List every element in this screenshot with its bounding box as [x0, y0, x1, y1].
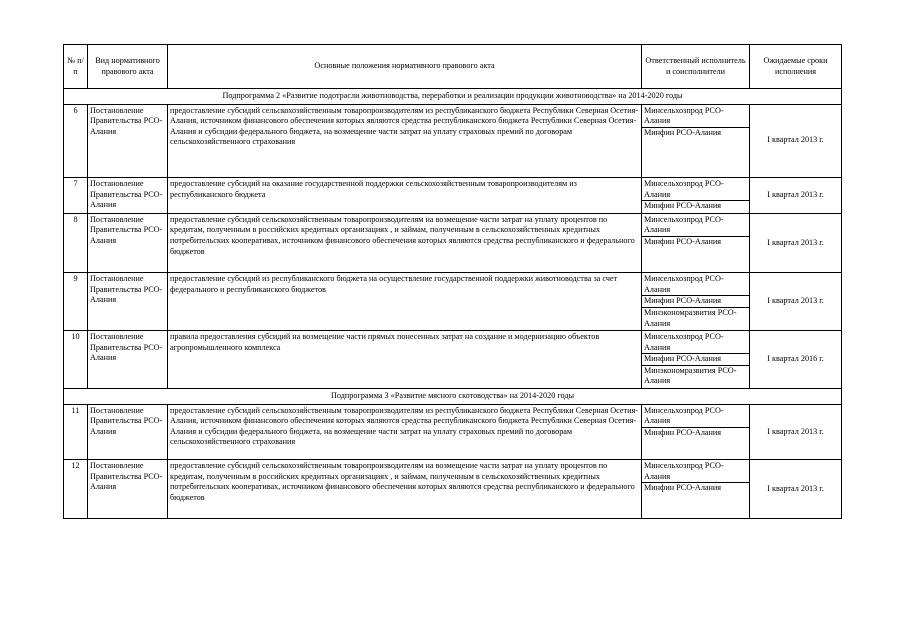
header-deadline: Ожидаемые сроки исполнения [750, 45, 842, 89]
subprogram-2-title: Подпрограмма 2 «Развитие подотрасли животноводства, переработки и реализации продукции животноводства» на 2014-2020 годы [64, 89, 842, 105]
normative-acts-table [63, 44, 842, 519]
row-act-type: Постановление Правительства РСО-Алания [88, 460, 168, 519]
row-act-type: Постановление Правительства РСО-Алания [88, 213, 168, 272]
row-num: 11 [64, 404, 88, 459]
responsible-item: Минфин РСО-Алания [642, 200, 749, 212]
responsible-item: Минсельхозпрод РСО-Алания [644, 332, 724, 352]
header-responsible: Ответственный исполнитель и соисполнители [642, 45, 750, 89]
row-num: 6 [64, 104, 88, 177]
row-act-type: Постановление Правительства РСО-Алания [88, 404, 168, 459]
row-num: 9 [64, 273, 88, 331]
row-act-type: Постановление Правительства РСО-Алания [88, 273, 168, 331]
row-responsible [642, 273, 750, 331]
row-responsible [642, 177, 750, 213]
row-act-content [168, 213, 642, 272]
row-deadline: I квартал 2013 г. [750, 104, 842, 177]
table-header-row [64, 45, 842, 89]
responsible-item: Минфин РСО-Алания [642, 236, 749, 248]
header-num: № п/п [64, 45, 88, 89]
row-deadline: I квартал 2013 г. [750, 273, 842, 331]
row-deadline: I квартал 2013 г. [750, 404, 842, 459]
responsible-item: Минсельхозпрод РСО-Алания [644, 178, 724, 199]
responsible-item: Минфин РСО-Алания [642, 427, 749, 439]
row-num: 8 [64, 213, 88, 272]
row-act-content [168, 404, 642, 459]
table-row [64, 104, 842, 177]
content-text: предоставление субсидий сельскохозяйственным товаропроизводителям из республиканского бюджета Республики Северная Осетия-Алания, источником финансового обеспечения которых являются средства республиканского бюджета Республики Северная Осетия-Алания и субсидии федерального бюджета, на возмещение части затрат на уплату страховых премий по договорам сельскохозяйственного страхования [170, 405, 638, 447]
responsible-item: Минсельхозпрод РСО-Алания [644, 105, 724, 126]
section-row [64, 89, 842, 105]
row-responsible [642, 213, 750, 272]
row-act-type: Постановление Правительства РСО-Алания [88, 104, 168, 177]
row-act-content: предоставление субсидий на оказание государственной поддержки сельскохозяйственным товаропроизводителям из республиканского бюджета [168, 177, 642, 213]
row-act-type: Постановление Правительства РСО-Алания [88, 177, 168, 213]
responsible-item: Минсельхозпрод РСО-Алания [644, 405, 724, 426]
row-responsible [642, 460, 750, 519]
section-row [64, 389, 842, 405]
row-responsible [642, 104, 750, 177]
row-deadline: I квартал 2013 г. [750, 213, 842, 272]
table-row [64, 273, 842, 331]
responsible-item: Минэкономразвития РСО-Алания [642, 365, 749, 387]
row-deadline: I квартал 2016 г. [750, 331, 842, 389]
responsible-item: Минсельхозпрод РСО-Алания [644, 461, 724, 481]
row-responsible [642, 331, 750, 389]
table-row [64, 404, 842, 459]
row-responsible [642, 404, 750, 459]
row-num: 7 [64, 177, 88, 213]
responsible-item: Минфин РСО-Алания [642, 353, 749, 365]
content-text: предоставление субсидий сельскохозяйственным товаропроизводителям из республиканского бюджета Республики Северная Осетия-Алания, источником финансового обеспечения которых являются средства республиканского бюджета Республики Северная Осетия-Алания и субсидии федерального бюджета, на возмещение части затрат на уплату страховых премий по договорам сельскохозяйственного страхования [170, 105, 638, 147]
responsible-item: Минфин РСО-Алания [642, 482, 749, 494]
row-deadline: I квартал 2013 г. [750, 460, 842, 519]
responsible-item: Минфин РСО-Алания [642, 127, 749, 139]
responsible-item: Минсельхозпрод РСО-Алания [644, 274, 724, 294]
row-act-content [168, 460, 642, 519]
subprogram-3-title: Подпрограмма 3 «Развитие мясного скотоводства» на 2014-2020 годы [64, 389, 842, 405]
table-row [64, 331, 842, 389]
header-act-content: Основные положения нормативного правового акта [168, 45, 642, 89]
table-row [64, 177, 842, 213]
row-num: 12 [64, 460, 88, 519]
content-text: предоставление субсидий сельскохозяйственным товаропроизводителям на возмещение части затрат на уплату процентов по кредитам, полученным в российских кредитных организациях , и займам, полученным в сельскохозяйственных кредитных потребительских кооперативах, источником финансового обеспечения которых являются средства республиканского и федерального бюджетов [170, 461, 635, 502]
row-deadline: I квартал 2013 г. [750, 177, 842, 213]
table-row [64, 460, 842, 519]
row-num: 10 [64, 331, 88, 389]
row-act-type: Постановление Правительства РСО-Алания [88, 331, 168, 389]
responsible-item: Минфин РСО-Алания [642, 295, 749, 307]
responsible-item: Минэкономразвития РСО-Алания [642, 307, 749, 329]
header-act-type: Вид нормативного правового акта [88, 45, 168, 89]
row-act-content: предоставление субсидий из республиканского бюджета на осуществление государственной поддержки животноводства за счет федерального и республиканского бюджетов [168, 273, 642, 331]
row-act-content: правила предоставления субсидий на возмещение части прямых понесенных затрат на создание и модернизацию объектов агропромышленного комплекса [168, 331, 642, 389]
responsible-item: Минсельхозпрод РСО-Алания [644, 214, 724, 235]
table-row [64, 213, 842, 272]
document-page [63, 44, 841, 519]
row-act-content [168, 104, 642, 177]
content-text: предоставление субсидий сельскохозяйственным товаропроизводителям на возмещение части затрат на уплату процентов по кредитам, полученным в российских кредитных организациях , и займам, полученным в сельскохозяйственных кредитных потребительских кооперативах, источником финансового обеспечения которых являются средства республиканского и федерального бюджетов [170, 214, 635, 256]
